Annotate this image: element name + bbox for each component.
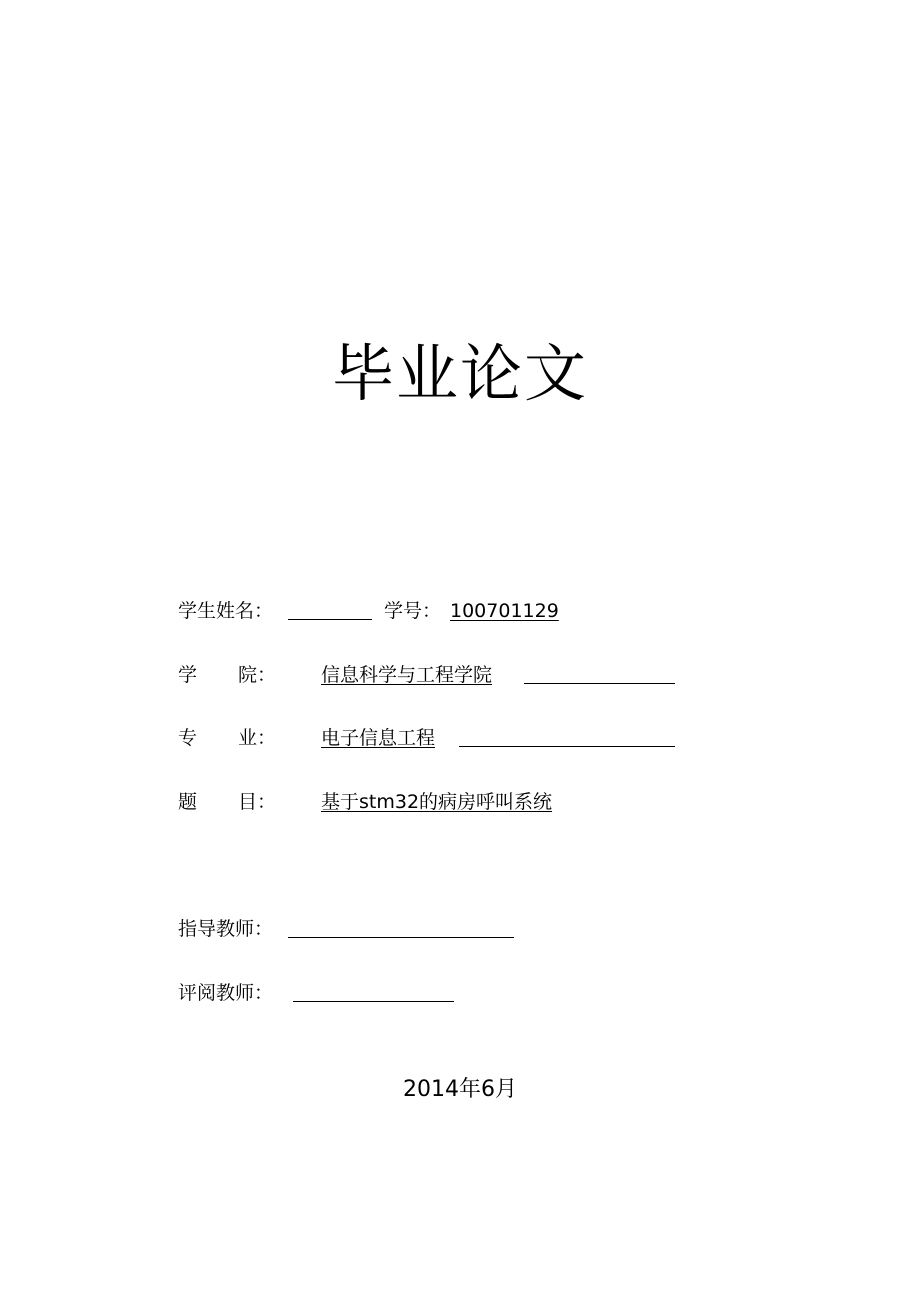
student-name-blank <box>288 619 372 620</box>
college-value: 信息科学与工程学院 <box>321 664 493 686</box>
college-label-char2: 院： <box>238 664 277 686</box>
college-label-char1: 学 <box>178 664 198 686</box>
advisor-label: 指导教师： <box>178 918 274 940</box>
college-row <box>178 661 698 689</box>
submission-date: 2014年6月 <box>403 1077 517 1102</box>
advisor-row <box>178 915 698 943</box>
major-value: 电子信息工程 <box>321 727 436 749</box>
reviewer-row <box>178 979 698 1007</box>
college-blank <box>524 683 675 684</box>
student-row <box>178 597 698 625</box>
major-row <box>178 724 698 752</box>
student-id-label: 学号： <box>384 600 442 622</box>
topic-value: 基于stm32的病房呼叫系统 <box>321 791 553 813</box>
student-name-label: 学生姓名： <box>178 600 274 622</box>
topic-label-char1: 题 <box>178 791 198 813</box>
topic-row <box>178 788 698 816</box>
topic-label-char2: 目： <box>238 791 277 813</box>
thesis-title: 毕业论文 <box>331 337 588 410</box>
advisor-blank <box>288 937 514 938</box>
major-label-char2: 业： <box>238 727 277 749</box>
reviewer-blank <box>293 1001 454 1002</box>
major-blank <box>459 746 675 747</box>
major-label-char1: 专 <box>178 727 198 749</box>
reviewer-label: 评阅教师： <box>178 982 274 1004</box>
student-id-value: 100701129 <box>450 600 559 622</box>
